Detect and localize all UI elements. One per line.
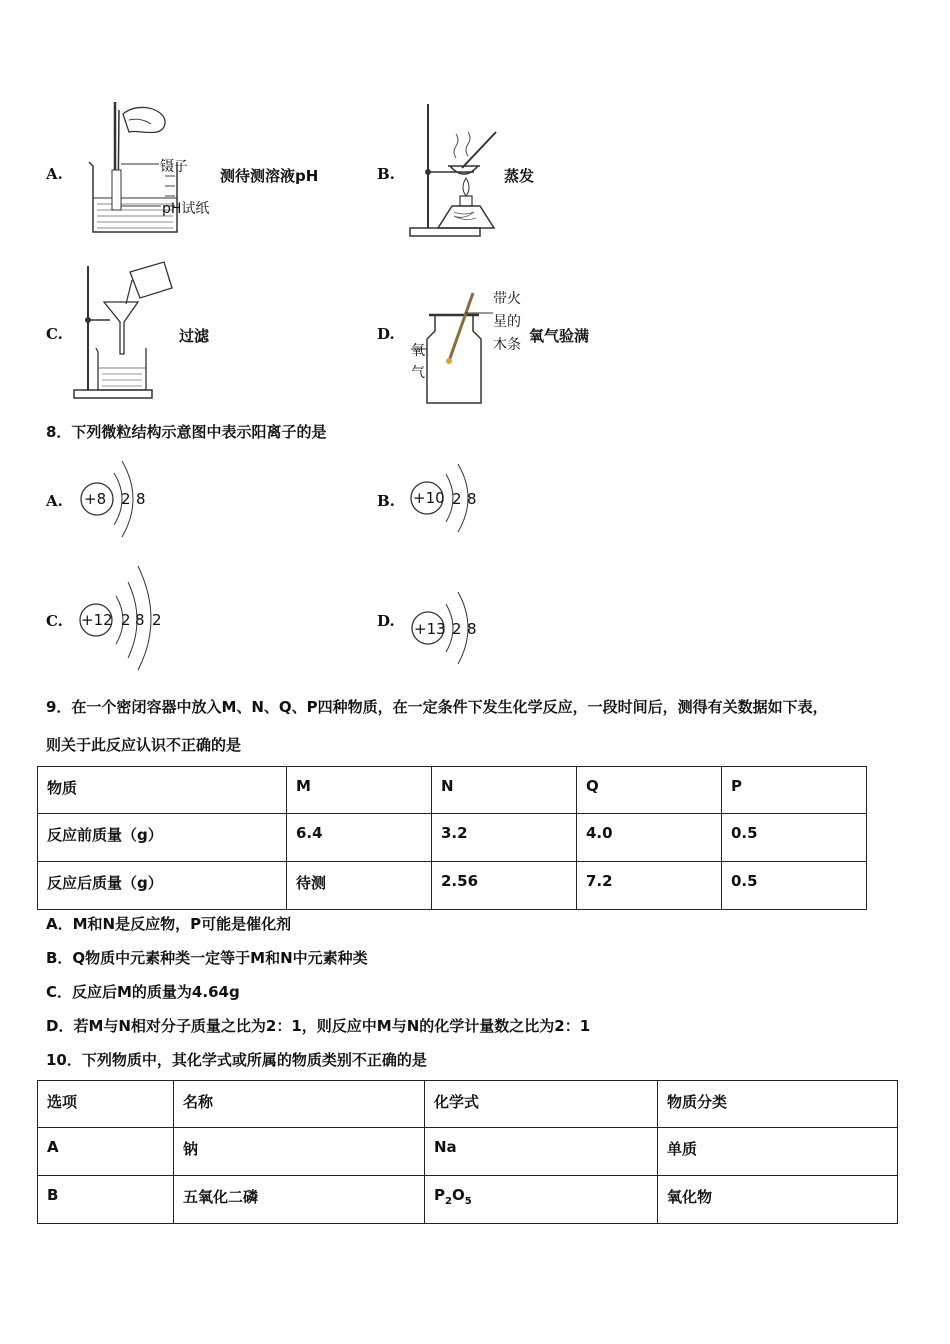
table-cell: 单质 xyxy=(658,1128,898,1176)
table-header-cell: 化学式 xyxy=(425,1081,658,1128)
option-caption: 蒸发 xyxy=(504,167,535,185)
option-caption: 氧气验满 xyxy=(529,327,590,345)
oxygen-tag-2: 气 xyxy=(411,365,425,381)
table-cell: 反应前质量（g） xyxy=(38,814,287,862)
table-cell: 0.5 xyxy=(722,814,867,862)
table-cell: 物质 xyxy=(38,767,287,814)
table-header-row xyxy=(38,1081,898,1128)
formula-text: P xyxy=(434,1186,445,1204)
option-caption: 过滤 xyxy=(179,327,210,345)
table-cell: Q xyxy=(577,767,722,814)
formula-text: Na xyxy=(434,1138,457,1156)
table-cell: 2.56 xyxy=(432,862,577,910)
nucleus-charge: +8 xyxy=(84,490,107,508)
splint-tag-2: 星的 xyxy=(493,314,521,330)
nucleus-charge: +13 xyxy=(414,620,446,638)
table-row xyxy=(38,767,867,814)
oxygen-tag-1: 氧 xyxy=(411,343,425,359)
option-label: A. xyxy=(46,165,63,183)
shell-electrons: 2 xyxy=(452,490,462,508)
formula-subscript: 5 xyxy=(464,1196,472,1207)
table-cell: 钠 xyxy=(174,1128,425,1176)
tweezers-tag: 镊子 xyxy=(160,159,188,175)
table-cell: N xyxy=(432,767,577,814)
table-cell: M xyxy=(287,767,432,814)
table-cell: 五氧化二磷 xyxy=(174,1176,425,1224)
table-cell: 反应后质量（g） xyxy=(38,862,287,910)
nucleus-charge: +12 xyxy=(81,611,113,629)
q9-option-b: B．Q物质中元素种类一定等于M和N中元素种类 xyxy=(46,949,368,967)
q8-stem: 8．下列微粒结构示意图中表示阳离子的是 xyxy=(46,423,327,441)
option-label: D. xyxy=(377,612,395,630)
shell-electrons: 2 xyxy=(121,611,131,629)
table-row xyxy=(38,814,867,862)
evaporation-illustration xyxy=(408,100,518,240)
q10-stem: 10．下列物质中，其化学式或所属的物质类别不正确的是 xyxy=(46,1051,427,1069)
ph-paper-tag: pH试纸 xyxy=(162,201,210,217)
splint-tag-1: 带火 xyxy=(493,291,521,307)
table-cell: P xyxy=(722,767,867,814)
shell-electrons: 2 xyxy=(152,611,162,629)
table-header-cell: 选项 xyxy=(38,1081,174,1128)
table-cell xyxy=(425,1128,658,1176)
formula-subscript: 2 xyxy=(445,1196,452,1207)
formula-text: O xyxy=(451,1186,465,1204)
shell-electrons: 8 xyxy=(135,611,145,629)
q10-data-table xyxy=(37,1080,898,1224)
table-row xyxy=(38,862,867,910)
option-label: C. xyxy=(46,612,63,630)
shell-electrons: 2 xyxy=(452,620,462,638)
shell-electrons: 2 xyxy=(121,490,131,508)
table-row xyxy=(38,1128,898,1176)
q9-option-a: A．M和N是反应物，P可能是催化剂 xyxy=(46,915,292,933)
shell-electrons: 8 xyxy=(136,490,146,508)
filtration-illustration xyxy=(70,258,180,408)
option-label: D. xyxy=(377,325,395,343)
shell-electrons: 8 xyxy=(467,620,477,638)
ph-test-illustration xyxy=(85,100,225,240)
table-header-cell: 名称 xyxy=(174,1081,425,1128)
splint-tag-3: 木条 xyxy=(493,337,521,353)
q9-stem-line1: 9．在一个密闭容器中放入M、N、Q、P四种物质，在一定条件下发生化学反应，一段时间后，测得有关数据如下表， xyxy=(46,698,828,716)
table-cell: 0.5 xyxy=(722,862,867,910)
table-header-cell: 物质分类 xyxy=(658,1081,898,1128)
option-label: C. xyxy=(46,325,63,343)
q9-option-c: C．反应后M的质量为4.64g xyxy=(46,983,240,1001)
nucleus-charge: +10 xyxy=(413,489,445,507)
q9-data-table xyxy=(37,766,867,910)
option-caption: 测待测溶液pH xyxy=(220,167,319,185)
table-cell xyxy=(425,1176,658,1224)
table-cell: 氧化物 xyxy=(658,1176,898,1224)
table-cell: 3.2 xyxy=(432,814,577,862)
option-label: A. xyxy=(46,492,63,510)
table-row xyxy=(38,1176,898,1224)
q9-stem-line2: 则关于此反应认识不正确的是 xyxy=(46,736,242,754)
table-cell: B xyxy=(38,1176,174,1224)
q9-option-d: D．若M与N相对分子质量之比为2：1，则反应中M与N的化学计量数之比为2：1 xyxy=(46,1017,591,1035)
table-cell: 4.0 xyxy=(577,814,722,862)
table-cell: 7.2 xyxy=(577,862,722,910)
shell-electrons: 8 xyxy=(467,490,477,508)
table-cell: 待测 xyxy=(287,862,432,910)
option-label: B. xyxy=(377,165,395,183)
option-label: B. xyxy=(377,492,395,510)
table-cell: 6.4 xyxy=(287,814,432,862)
table-cell: A xyxy=(38,1128,174,1176)
